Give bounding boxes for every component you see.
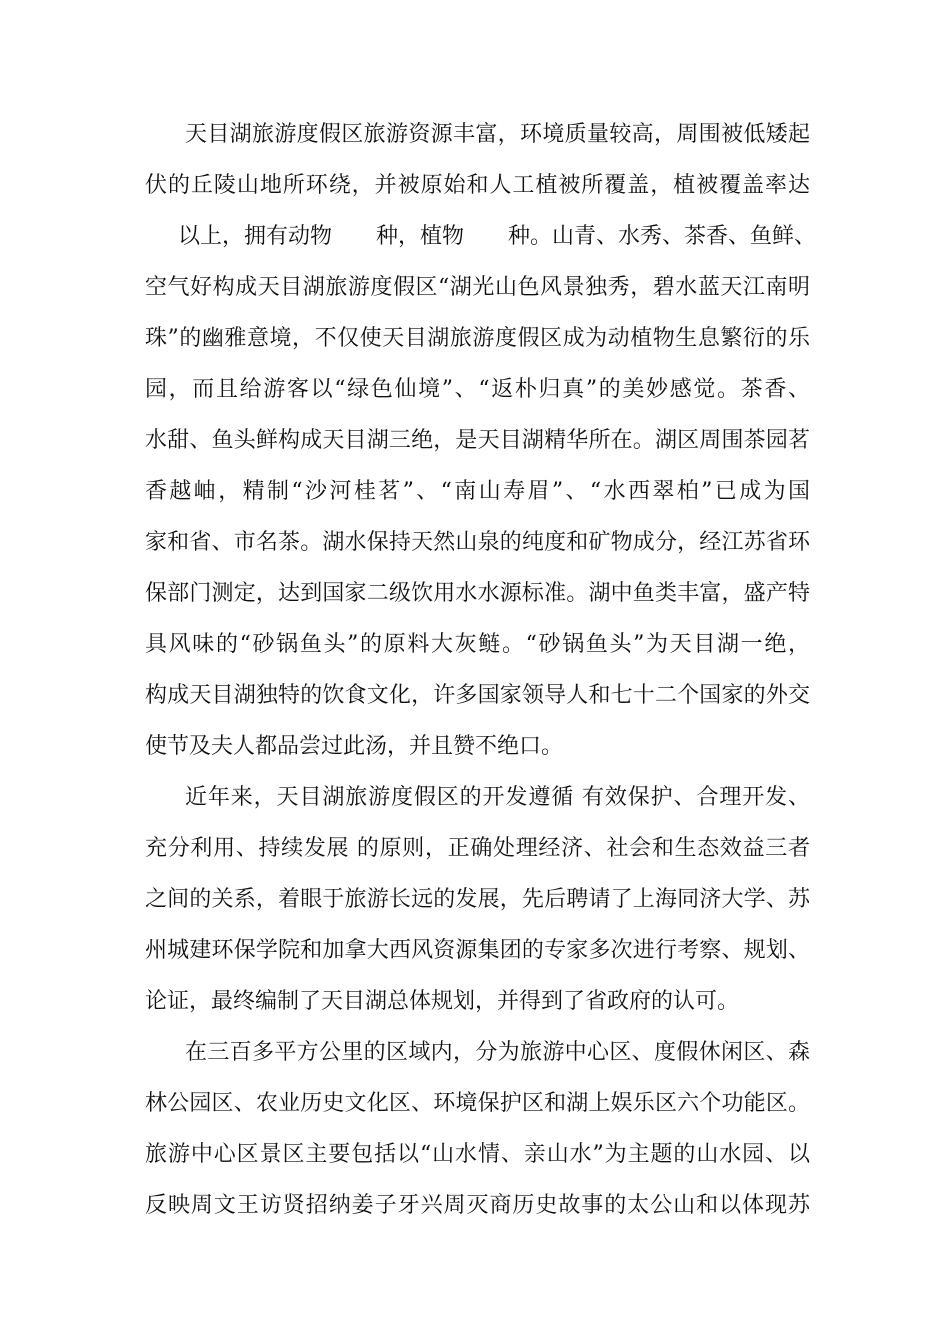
paragraph-3-line-1: 在三百多平方公里的区域内，分为旅游中心区、度假休闲区、森 — [185, 1040, 810, 1065]
paragraph-2-line-5: 论证，最终编制了天目湖总体规划，并得到了省政府的认可。 — [145, 989, 740, 1014]
paragraph-1-line-9: 家和省、市名茶。湖水保持天然山泉的纯度和矿物成分，经江苏省环 — [145, 530, 810, 555]
paragraph-2-line-3: 之间的关系，着眼于旅游长远的发展，先后聘请了上海同济大学、苏 — [145, 887, 810, 912]
paragraph-1-line-12: 构成天目湖独特的饮食文化，许多国家领导人和七十二个国家的外交 — [145, 683, 810, 708]
paragraph-1-line-7: 水甜、鱼头鲜构成天目湖三绝，是天目湖精华所在。湖区周围茶园茗 — [145, 428, 810, 453]
paragraph-1-line-13: 使节及夫人都品尝过此汤，并且赞不绝口。 — [145, 734, 564, 759]
paragraph-2-line-2: 充分利用、持续发展 的原则，正确处理经济、社会和生态效益三者 — [145, 836, 810, 861]
paragraph-1-line-8: 香越岫，精制“沙河桂茗”、“南山寿眉”、“水西翠柏”已成为国 — [145, 479, 810, 504]
paragraph-2-line-4: 州城建环保学院和加拿大西风资源集团的专家多次进行考察、规划、 — [145, 938, 810, 963]
paragraph-1-line-3: 以上，拥有动物 种，植物 种。山青、水秀、茶香、鱼鲜、 — [178, 224, 817, 249]
paragraph-1-line-6: 园，而且给游客以“绿色仙境”、“返朴归真”的美妙感觉。茶香、 — [145, 377, 810, 402]
paragraph-1-line-1: 天目湖旅游度假区旅游资源丰富，环境质量较高，周围被低矮起 — [185, 122, 810, 147]
paragraph-1-line-4: 空气好构成天目湖旅游度假区“湖光山色风景独秀，碧水蓝天江南明 — [145, 275, 810, 300]
paragraph-1-line-11: 具风味的“砂锅鱼头”的原料大灰鲢。“砂锅鱼头”为天目湖一绝， — [145, 632, 810, 657]
paragraph-1-line-5: 珠”的幽雅意境，不仅使天目湖旅游度假区成为动植物生息繁衍的乐 — [145, 326, 810, 351]
paragraph-1-line-2: 伏的丘陵山地所环绕，并被原始和人工植被所覆盖，植被覆盖率达 — [145, 173, 810, 198]
paragraph-3-line-2: 林公园区、农业历史文化区、环境保护区和湖上娱乐区六个功能区。 — [145, 1091, 810, 1116]
paragraph-3-line-3: 旅游中心区景区主要包括以“山水情、亲山水”为主题的山水园、以 — [145, 1142, 810, 1167]
paragraph-1-line-10: 保部门测定，达到国家二级饮用水水源标准。湖中鱼类丰富，盛产特 — [145, 581, 810, 606]
paragraph-2-line-1: 近年来，天目湖旅游度假区的开发遵循 有效保护、合理开发、 — [185, 785, 810, 810]
paragraph-3-line-4: 反映周文王访贤招纳姜子牙兴周灭商历史故事的太公山和以体现苏 — [145, 1193, 810, 1218]
